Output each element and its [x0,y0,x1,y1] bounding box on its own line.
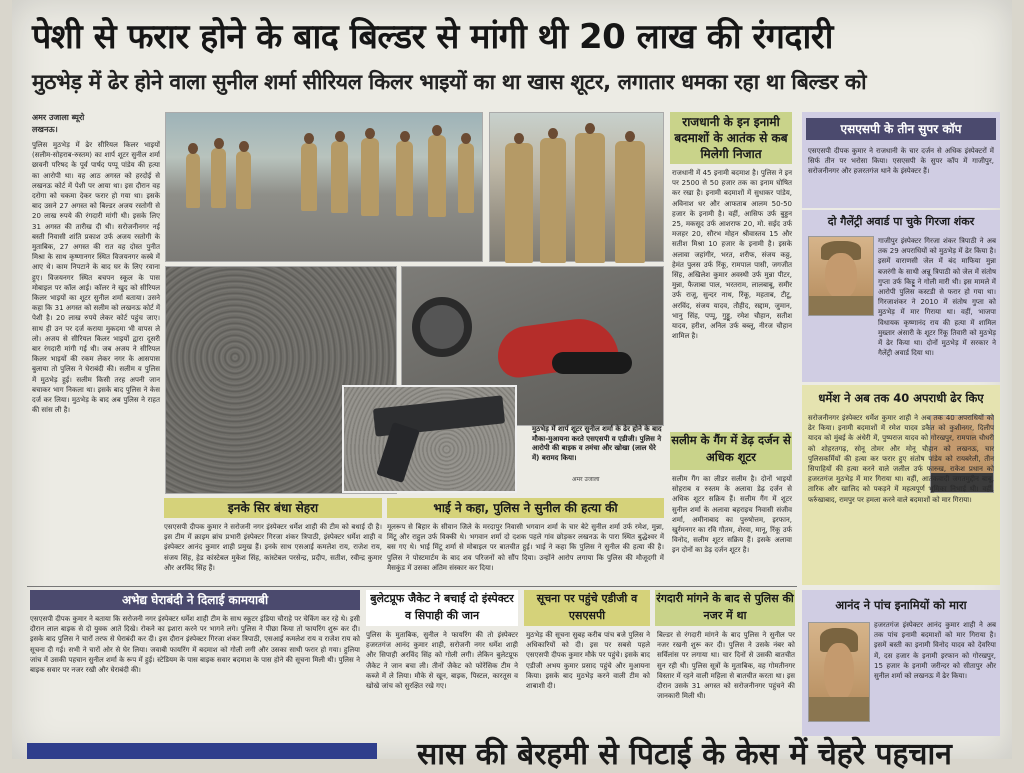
sehra-title: इनके सिर बंधा सेहरा [164,498,382,518]
anand-shahi-photo [808,622,870,722]
encirclement-title: अभेद्य घेराबंदी ने दिलाई कामयाबी [30,590,360,610]
girja-shankar-photo [808,236,874,316]
pistol-photo [342,385,517,493]
photo-caption: मुठभेड़ में शार्प शूटर सुनील शर्मा के ढेर होने के बाद मौका-मुआयना करते एसएसपी व एडीजी। पुलिस ने आरोपी की बाइक व तमंचा और खोखा (लाल घेरे में) बरामद किया। [532,425,662,462]
saleem-gang-title: सलीम के गैंग में डेढ़ दर्जन से अधिक शूटर [670,432,792,470]
saleem-gang-text: सलीम गैंग का लीडर सलीम है। दोनों भाइयों सोहराब व रुस्तम के अलावा डेढ़ दर्जन से अधिक शूटर सक्रिय हैं। सलीम गैंग में शूटर सुनील शर्मा के अलावा बहराइच निवासी संजीव शर्मा, अमीनाबाद का पुरुषोत्तम, इरफान, खुर्रमनगर का रवि गौतम, शेरवा, मानू, रिंकू उर्फ विनोद, सलीम शूटर सक्रिय हैं। इसके अलावा इन दोनों का डेढ़ दर्जन शूटर है। [672,475,792,555]
byline [32,112,84,136]
girja-panel [802,210,1000,382]
bulletproof-title: बुलेटप्रूफ जैकेट ने बचाई दो इंस्पेक्टर व सिपाही की जान [366,590,518,626]
girja-panel-title: दो गैलेंट्री अवार्ड पा चुके गिरजा शंकर [827,215,975,228]
byline-bureau: अमर उजाला ब्यूरो [32,113,85,122]
ssp-panel-title: एसएसपी के तीन सुपर कॉप [806,118,996,140]
officials-arrive-text: मुठभेड़ की सूचना सुबह करीब पांच बजे पुलिस ने अधिकारियों को दी। इस पर सबसे पहले एसएसपी दीपक कुमार मौके पर पहुंचे। इसके बाद एडीजी अभय कुमार प्रसाद पहुंचे और मुआयना किया। इसके बाद मुठभेड़ करने वाली टीम को शाबाशी दी। [526,631,650,691]
brother-claim-text: मूलरूप से बिहार के सीवान जिले के मरदापुर निवासी भगवान शर्मा के चार बेटे सुनील शर्मा उर्फ रमेश, मुन्ना, मिंटू और राहुल उर्फ विक्की थे। भगवान शर्मा दो दशक पहले गांव छोड़कर लखनऊ के पारा स्थित बुद्धेश्वर में बस गए थे। भाई मिंटू शर्मा से मोबाइल पर बातचीत हुई। भाई ने कहा कि पुलिस ने सुनील की हत्या की है। पुलिस ने पोस्टमार्टम के बाद शव परिजनों को सौंप दिया। उन्होंने आरोप लगाया कि पुलिस की मौजूदगी में मैसकुंड में उसका अंतिम संस्कार कर दिया। [387,523,664,572]
anand-panel [802,590,1000,736]
next-story-bar [27,743,377,759]
main-story-text: पुलिस मुठभेड़ में ढेर सीरियल किलर भाइयों (सलीम-सोहराब-रुस्तम) का शार्प शूटर सुनील शर्मा छावनी परिषद के पूर्व पार्षद पप्पू पांडेय की हत्या का आरोपी था। वह आठ अगस्त को हरदोई से लखनऊ कोर्ट में पेशी पर आया था। इस दौरान वह दरोगा को चकमा देकर फरार हो गया था। इसके बाद उसने 27 अगस्त को बिल्डर अजय रस्तोगी से 20 लाख रुपये की रंगदारी मांगी थी। इसके लिए 31 अगस्त की तारीख दी थी। सरोजनीनगर नई बस्ती निवासी शांति प्रकाश उर्फ अजय रस्तोगी के मुताबिक, 27 अगस्त की रात वह दोस्त पुनीत मिश्रा के साथ कृष्णानगर स्थित विजयनगर कस्बे में आए थे। काम निपटाने के बाद घर के लिए रवाना हुए। विजयनगर स्थित बचपन स्कूल के पास मोबाइल पर कॉल आई। कॉलर ने खुद को सीरियल किलर भाइयों का शूटर सुनील शर्मा बताया। उसने कहा कि 31 अगस्त को सलीम को लखनऊ कोर्ट में पेशी है। 20 लाख रुपये लेकर कोर्ट पहुंच जाए। साथ ही उन पर दर्ज कराया मुकदमा भी वापस ले लो। अजय से सीरियल किलर भाइयों द्वारा दूसरी बार रंगदारी मांगी गई थी। जब अजय ने सीरियल किलर भाइयों की रकम लेकर नगर के आसपास बुलाया तो पुलिस ने घेराबंदी की। सलीम व पुलिस में मुठभेड़ हुई। सलीम किसी तरह अपनी जान बचाकर भाग निकला था। इसके बाद पुलिस ने केस दर्ज कर लिया। मुठभेड़ के बाद अब पुलिस ने राहत की सांस ली है। [32,141,160,415]
brother-claim-title: भाई ने कहा, पुलिस ने सुनील की हत्या की [387,498,664,518]
sehra-text: एसएसपी दीपक कुमार ने सरोजनी नगर इंस्पेक्टर धर्मेश शाही की टीम को बधाई दी है। इस टीम में क्राइम ब्रांच प्रभारी इंस्पेक्टर गिरजा शंकर त्रिपाठी, इंस्पेक्टर धर्मेश शाही व इंस्पेक्टर आनंद कुमार शाही प्रमुख हैं। इनके साथ एसआई कमलेश राय, राजेश राय, संजय सिंह, हेड कांस्टेबल मुकेश सिंह, कांस्टेबल परसेन्द्र, प्रदीप, सतीश, रवीन्द्र कुमार और अरविंद सिंह हैं। [164,523,382,572]
girja-panel-text-top: गाजीपुर इंस्पेक्टर गिरजा शंकर त्रिपाठी ने अब तक 29 अपराधियों को मुठभेड़ में ढेर किया है। इसमें वाराणसी जेल में बंद माफिया मुन्ना बजरंगी के साथी अन्नू त्रिपाठी को जेल में संतोष गुप्ता उर्फ किट्टू ने गोली मारी थी। इस मामले में आरोपी पुलिस कस्टडी से फरार हो गया था। गिरजाशंकर ने 2010 में संतोष गुप्ता को मुठभेड़ में मार गिराया था। वहीं, भाजपा विधायक कृष्णानंद राय की हत्या में शामिल मुख्तार अंसारी के शूटर रिंकू तिवारी को मुठभेड़ में ढेर किया था। दोनों मुठभेड़ में सरकार ने गैलेंट्री अवार्ड दिया था। [878,237,996,358]
surveillance-text: बिल्डर से रंगदारी मांगने के बाद पुलिस ने सुनील पर नजर रखनी शुरू कर दी। पुलिस ने उसके नंबर को सर्विलांस पर लगाया था। चार दिनों से उसकी बातचीत सुन रही थी। पुलिस सूत्रों के मुताबिक, वह गोमतीनगर विस्तार में रहने वाली महिला से बातचीत करता था। इस दौरान उसके 31 अगस्त को सरोजनीनगर पहुंचने की जानकारी मिली थी। [657,631,795,701]
next-story-strip [27,737,1007,772]
encirclement-text: एसएसपी दीपक कुमार ने बताया कि सरोजनी नगर इंस्पेक्टर धर्मेश शाही टीम के साथ स्कूटर इंडिया चौराहे पर चेकिंग कर रहे थे। इसी दौरान लाल बाइक से दो युवक आते दिखे। रोकने का इशारा करने पर भागने लगे। पुलिस ने पीछा किया तो फायरिंग शुरू कर दी। इसके बाद पुलिस ने चारों तरफ से घेराबंदी कर दी। इस दौरान इंस्पेक्टर गिरजा शंकर त्रिपाठी, एसआई कमलेश राय व राजेश राय को सूचना दी गई। सभी ने चारों ओर से घेर लिया। जवाबी फायरिंग में बदमाश को गोली लगी और उसका साथी फरार हो गया। हुलिया जांच में उसकी पहचान सुनील शर्मा के रूप में हुई। स्टेडियम के पास बाइक सवार बदमाश के पास होने की सूचना मिली थी। पुलिस ने बाइक सवार पर नजर रखी और घेराबंदी की। [30,615,360,675]
ssp-panel [802,112,1000,208]
officials-arrive-title: सूचना पर पहुंचे एडीजी व एसएसपी [524,590,650,626]
police-inspection-photo [165,112,483,262]
dharmesh-panel-title: धर्मेश ने अब तक 40 अपराधी ढेर किए [818,391,984,405]
next-story-headline: सास की बेरहमी से पिटाई के केस में चेहरे पहचान [417,737,952,772]
ssp-panel-text: एसएसपी दीपक कुमार ने राजधानी के चार दर्जन से अधिक इंस्पेक्टरों में सिर्फ तीन पर भरोसा किया। एसएसपी के सुपर कॉप में गाजीपुर, सरोजनीनगर और हजरतगंज थाने के इंस्पेक्टर हैं। [808,147,994,176]
photo-credit: अमर उजाला [572,476,600,483]
anand-panel-title: आनंद ने पांच इनामियों को मारा [835,598,967,612]
newspaper-page [12,0,1012,772]
dharmesh-panel-text: सरोजनीनगर इंस्पेक्टर धर्मेश कुमार शाही ने अब तक 40 अपराधियों को ढेर किया। इनामी बदमाशों में रमेश यादव डकैत को कुशीनगर, दिलीप यादव को मुंबई के अंधेरी में, पुष्पराज यादव को गोरखपुर, रामपाल चौधरी को शोहरतगढ़, सोनू तोमर और मोनू चौहान को लखनऊ, चार पुलिसकर्मियों की हत्या कर फरार हुए संतोष पांडेय को रायबरेली, तीन सिपाहियों की हत्या करने वाले जलील उर्फ फारुख, राकेश प्रधान को हजरतगंज मुठभेड़ में मार गिराया था। वहीं, आतंकवादी जगतमुद्दीन बाबू, तारिक और खालिद को पकड़ने में महत्वपूर्ण भूमिका निभाई थी। वहीं, फर्रुखाबाद, रामपुर पर हमला करने वाले बदमाशों को मार गिराया। [808,414,994,504]
dharmesh-panel [802,385,1000,585]
surveillance-title: रंगदारी मांगने के बाद से पुलिस की नजर में था [655,590,795,626]
sub-headline: मुठभेड़ में ढेर होने वाला सुनील शर्मा सीरियल किलर भाइयों का था खास शूटर, लगातार धमका रहा था बिल्डर को [32,70,867,94]
bulletproof-text: पुलिस के मुताबिक, सुनील ने फायरिंग की तो इंस्पेक्टर हजरतगंज आनंद कुमार शाही, सरोजनी नगर धर्मेश शाही और सिपाही अरविंद सिंह को गोली लगी। लेकिन बुलेटप्रूफ जैकेट ने जान बचा ली। तीनों जैकेट को फोरेंसिक टीम ने कब्जे में ले लिया। मौके से खून, बाइक, पिस्टल, कारतूस व खोखे जांच को सुरक्षित रखे गए। [366,631,518,691]
wanted-criminals-text: राजधानी में 45 इनामी बदमाश है। पुलिस ने इन पर 2500 से 50 हजार तक का इनाम घोषित कर रखा है। इनामी बदमाशों में सुधाकर पांडेय, अविनाश धर और आफताब आलम 50-50 हजार के इनामी है। वहीं, आसिफ उर्फ बुड्डन 25, मकसूद उर्फ आशराफ 20, मो. सईद उर्फ मजहर 20, सौरभ मोहन श्रीवास्तव 15 और सतीश मिश्रा 10 हजार के इनामी है। इसके अलावा जहांगीर, भरत, शरीफ, संजय कठ्ठ, हेमंत पुलस उर्फ रिंकू, रामपाल पासी, जगजीत सिंह, अखिलेश कुमार अवस्थी उर्फ मुन्ना पीटर, मुन्ना, फैजाबा पाल, भरतराम, लालबाबू, समीर उर्फ राजू, सुन्दर नाथ, रिंकू, महताब, टीटू, अरविंद, संजय यादव, तौहीद, सद्दाम, जुमान, भानु सिंह, पप्पू, गुड्डू, रमेश चौहान, सतीश यादव, हरीश, अनिल उर्फ बब्लू, नीरज चौहान शामिल है। [672,169,792,341]
wanted-criminals-title: राजधानी के इन इनामी बदमाशों के आतंक से कब मिलेगी निजात [670,112,792,164]
main-headline: पेशी से फरार होने के बाद बिल्डर से मांगी थी 20 लाख की रंगदारी [32,17,833,57]
officers-photo [489,112,664,262]
byline-city: लखनऊ। [32,125,58,134]
anand-panel-text: हजरतगंज इंस्पेक्टर आनंद कुमार शाही ने अब तक पांच इनामी बदमाशों को मार गिराया है। इसमें बस्ती का इनामी विनोद यादव को देवरिया में, दस हजार के इनामी इरफान को गोरखपुर, 15 हजार के इनामी जरीन्दर को सीतापुर और सुनील शर्मा को लखनऊ में ढेर किया। [874,621,996,681]
